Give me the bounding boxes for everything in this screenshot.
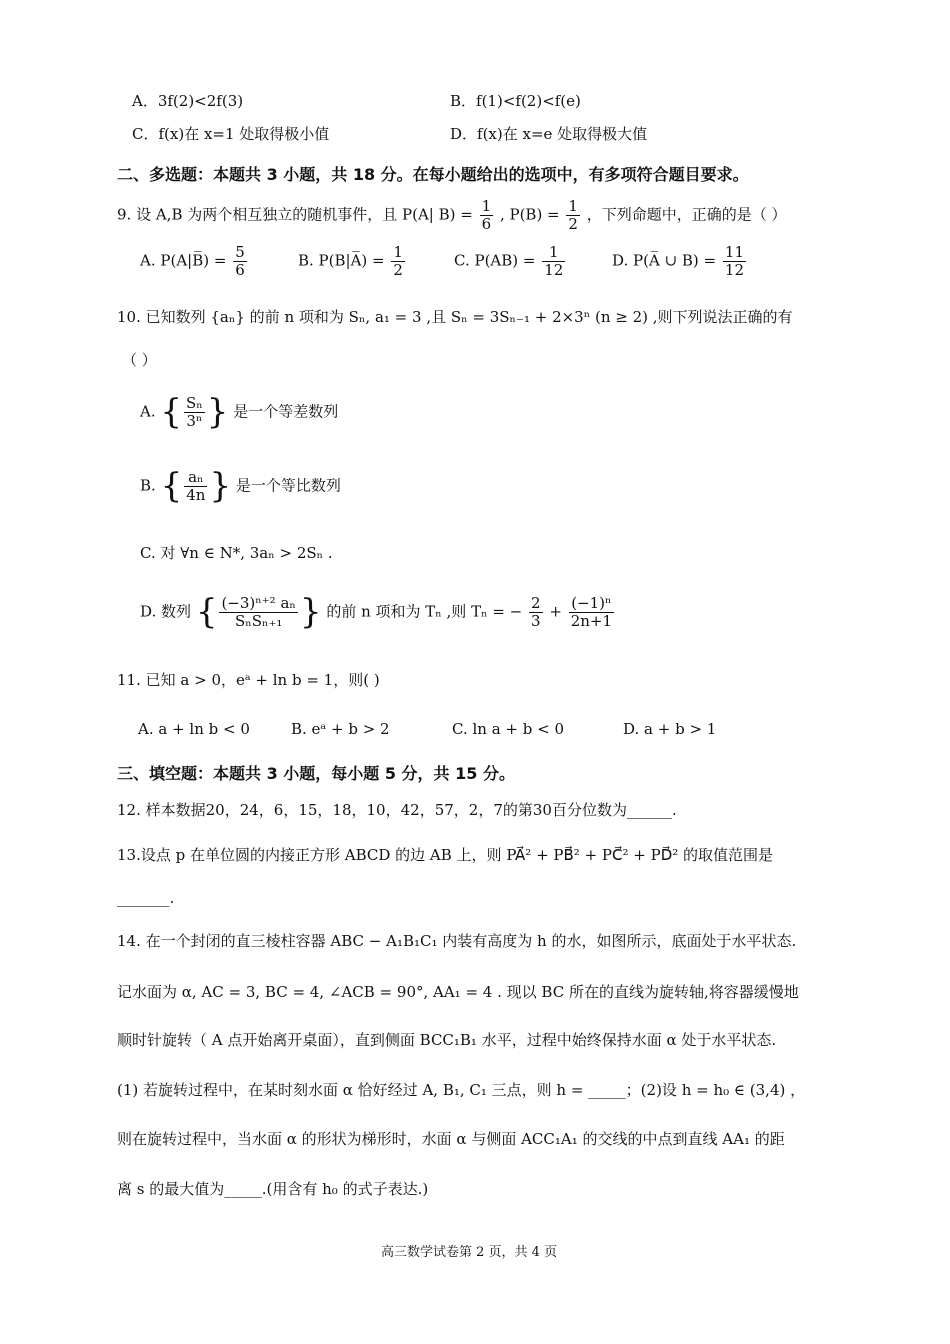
q8-option-a: A．3f(2)<2f(3) [132,92,244,110]
q11-stem: 11. 已知 a > 0，eᵃ + ln b = 1，则( ) [117,671,380,689]
q14-line-3: 顺时针旋转（ A 点开始离开桌面），直到侧面 BCC₁B₁ 水平，过程中始终保持水面 α 处于水平状态. [117,1031,777,1049]
q9-frac-1: $\frac{1}{6}$ [481,197,492,233]
q13-line-1: 13.设点 p 在单位圆的内接正方形 ABCD 的边 AB 上，则 PA⃗² + PB⃗² + PC⃗² + PD⃗² 的取值范围是 [117,846,774,864]
q14-line-2: 记水面为 α, AC = 3, BC = 4, ∠ACB = 90°, AA₁ = 4 . 现以 BC 所在的直线为旋转轴,将容器缓慢地 [117,983,799,1001]
q13-line-2: _______. [117,889,175,907]
q11-option-a: A. a + ln b < 0 [138,720,250,738]
q8-option-c: C．f(x)在 x=1 处取得极小值 [132,125,330,143]
q9-option-d: D. P(A̅ ∪ B) = $\frac{11}{12}$ [612,243,744,279]
q10-option-d: D. 数列 { $\frac{\text{(−3)ⁿ⁺² aₙ}}{\text{SₙSₙ₊₁}}$ } 的前 n 项和为 Tₙ ,则 Tₙ = − $\frac{2}{3}$ + $\frac{\text{(−1)ⁿ}}{2n+1}$ [140,592,613,632]
q14-line-5: 则在旋转过程中，当水面 α 的形状为梯形时，水面 α 与侧面 ACC₁A₁ 的交线的中点到直线 AA₁ 的距 [117,1130,785,1148]
q9-stem-b: , P(B) = [499,205,560,224]
q9-option-b: B. P(B|A̅) = $\frac{1}{2}$ [298,243,403,279]
q9-option-c: C. P(AB) = $\frac{1}{12}$ [454,243,564,279]
q8-option-b: B．f(1)<f(2)<f(e) [450,92,581,110]
q14-line-6: 离 s 的最大值为_____.(用含有 h₀ 的式子表达.) [117,1180,429,1198]
q9-frac-2: $\frac{1}{2}$ [568,197,578,233]
section-2-title: 二、多选题：本题共 3 小题，共 18 分。在每小题给出的选项中，有多项符合题目要求。 [117,165,749,184]
q10-option-c: C. 对 ∀n ∈ N*, 3aₙ > 2Sₙ . [140,544,333,562]
q9-option-a: A. P(A|B̅) = $\frac{5}{6}$ [140,243,245,279]
section-3-title: 三、填空题：本题共 3 小题，每小题 5 分，共 15 分。 [117,764,515,783]
q14-line-1: 14. 在一个封闭的直三棱柱容器 ABC − A₁B₁C₁ 内装有高度为 h 的水，如图所示，底面处于水平状态. [117,932,797,950]
q9-stem-a: 9. 设 A,B 为两个相互独立的随机事件，且 P(A| B) = [117,205,473,224]
q9-stem [117,198,787,233]
q11-option-d: D. a + b > 1 [623,720,717,738]
q12-text: 12. 样本数据20，24，6，15，18，10，42，57，2，7的第30百分位数为______. [117,801,677,819]
q10-option-a: A. { $\frac{\text{Sₙ}}{\text{3ⁿ}}$ } 是一个等差数列 [140,392,339,432]
q10-option-b: B. { $\frac{\text{aₙ}}{4n}$ } 是一个等比数列 [140,466,341,506]
q11-option-c: C. ln a + b < 0 [452,720,565,738]
q14-line-4: (1) 若旋转过程中，在某时刻水面 α 恰好经过 A, B₁, C₁ 三点，则 h = _____；(2)设 h = h₀ ∈ (3,4) ， [117,1081,806,1099]
q8-option-d: D．f(x)在 x=e 处取得极大值 [450,125,648,143]
q10-paren: （ ） [122,351,157,369]
page-footer: 高三数学试卷第 2 页，共 4 页 [381,1245,558,1260]
q9-stem-c: ，下列命题中，正确的是（ ） [586,205,787,224]
q10-stem: 10. 已知数列 {aₙ} 的前 n 项和为 Sₙ, a₁ = 3 ,且 Sₙ = 3Sₙ₋₁ + 2×3ⁿ (n ≥ 2) ,则下列说法正确的有 [117,308,793,326]
q11-option-b: B. eᵃ + b > 2 [291,720,390,738]
